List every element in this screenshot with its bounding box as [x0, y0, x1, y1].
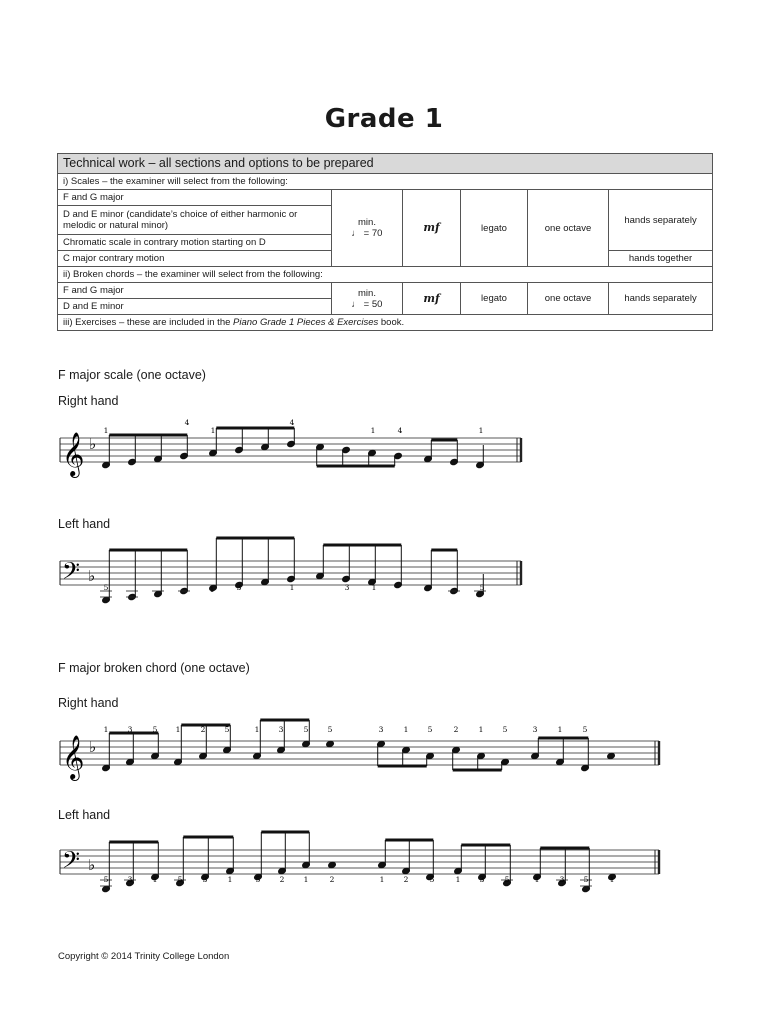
- hands-separately-cell: hands separately: [609, 190, 713, 251]
- fingering-number: 2: [279, 875, 285, 884]
- fingering-number: 5: [583, 875, 589, 884]
- fingering-number: 5: [429, 875, 435, 884]
- fingering-number: 4: [289, 418, 295, 427]
- fingering-number: 1: [289, 583, 295, 592]
- fingering-number: 5: [427, 725, 433, 734]
- chord-lh-label: Left hand: [58, 808, 111, 822]
- fingering-number: 5: [479, 583, 485, 592]
- fingering-number: 2: [200, 725, 206, 734]
- fingering-number: 1: [175, 725, 181, 734]
- scales-articulation: legato: [461, 190, 528, 267]
- dynamic-mark: mf: [423, 291, 440, 305]
- fingering-number: 3: [127, 875, 133, 884]
- fingering-number: 5: [103, 875, 109, 884]
- fingering-number: 1: [370, 426, 376, 435]
- chord-rh-label: Right hand: [58, 696, 119, 710]
- fingering-number: 2: [329, 875, 335, 884]
- scale-rh-label: Right hand: [58, 394, 119, 408]
- exercises-suffix: book.: [378, 317, 405, 328]
- fingering-number: 1: [609, 875, 615, 884]
- fingering-number: 5: [103, 583, 109, 592]
- tempo-label: min.: [358, 287, 376, 299]
- fingering-number: 1: [478, 725, 484, 734]
- chord-title: F major broken chord (one octave): [58, 661, 250, 675]
- fingering-number: 1: [371, 583, 377, 592]
- fingering-number: 3: [378, 725, 384, 734]
- fingering-number: 1: [303, 875, 309, 884]
- tempo-label: min.: [358, 217, 376, 228]
- fingering-number: 3: [127, 725, 133, 734]
- chords-articulation: legato: [461, 283, 528, 315]
- scale-title: F major scale (one octave): [58, 368, 206, 382]
- fingering-number: 3: [202, 875, 208, 884]
- exercises-prefix: iii) Exercises – these are included in the: [63, 317, 234, 328]
- treble-clef: 𝄞: [62, 735, 85, 779]
- fingering-number: 1: [379, 875, 385, 884]
- fingering-number: 5: [177, 875, 183, 884]
- notehead: [607, 752, 616, 759]
- chords-hands-cell: hands separately: [609, 283, 713, 315]
- page-title: Grade 1: [324, 104, 444, 134]
- copyright: Copyright © 2014 Trinity College London: [58, 951, 230, 962]
- fingering-number: 3: [559, 875, 565, 884]
- fingering-number: 1: [403, 725, 409, 734]
- fingering-number: 5: [255, 875, 261, 884]
- flat-key-signature: ♭: [89, 435, 97, 453]
- fingering-number: 1: [227, 875, 233, 884]
- chords-range: one octave: [528, 283, 609, 315]
- fingering-number: 5: [303, 725, 309, 734]
- scale-row: D and E minor (candidate’s choice of either harmonic or melodic or natural minor): [58, 206, 332, 235]
- scales-heading: i) Scales – the examiner will select from the following:: [58, 174, 713, 190]
- scale-row: C major contrary motion: [58, 251, 332, 267]
- fingering-number: 1: [534, 875, 540, 884]
- bass-clef: 𝄢: [62, 557, 81, 590]
- notehead: [326, 740, 335, 747]
- fingering-number: 1: [209, 585, 215, 594]
- table-header: Technical work – all sections and options to be prepared: [58, 154, 713, 174]
- flat-key-signature: ♭: [89, 738, 97, 756]
- fingering-number: 2: [453, 725, 459, 734]
- chord-row: F and G major: [58, 283, 332, 299]
- hands-together-cell: hands together: [609, 251, 713, 267]
- scale-lh-label: Left hand: [58, 517, 111, 531]
- fingering-number: 5: [224, 725, 230, 734]
- flat-key-signature: ♭: [88, 567, 96, 585]
- fingering-number: 5: [327, 725, 333, 734]
- fingering-number: 2: [403, 875, 409, 884]
- fingering-number: 1: [210, 426, 216, 435]
- fingering-number: 5: [582, 725, 588, 734]
- fingering-number: 1: [103, 725, 109, 734]
- scale-row: F and G major: [58, 190, 332, 206]
- bass-clef: 𝄢: [62, 846, 81, 879]
- fingering-number: 5: [502, 725, 508, 734]
- chord-row: D and E minor: [58, 299, 332, 315]
- tempo-value: ♩ = 50: [351, 298, 383, 310]
- notehead: [328, 861, 337, 868]
- scale-row: Chromatic scale in contrary motion starting on D: [58, 235, 332, 251]
- chords-heading: ii) Broken chords – the examiner will select from the following:: [58, 267, 713, 283]
- tempo-value: ♩ = 70: [351, 228, 383, 239]
- flat-key-signature: ♭: [88, 856, 96, 874]
- fingering-number: 3: [344, 583, 350, 592]
- scales-range: one octave: [528, 190, 609, 267]
- fingering-number: 1: [455, 875, 461, 884]
- fingering-number: 1: [478, 426, 484, 435]
- fingering-number: 3: [278, 725, 284, 734]
- fingering-number: 3: [236, 583, 242, 592]
- fingering-number: 1: [103, 426, 109, 435]
- fingering-number: 4: [184, 418, 190, 427]
- fingering-number: 3: [479, 875, 485, 884]
- fingering-number: 1: [254, 725, 260, 734]
- treble-clef: 𝄞: [62, 432, 85, 476]
- dynamic-mark: mf: [423, 221, 440, 234]
- fingering-number: 1: [557, 725, 563, 734]
- fingering-number: 1: [152, 875, 158, 884]
- fingering-number: 5: [152, 725, 158, 734]
- fingering-number: 5: [504, 875, 510, 884]
- fingering-number: 3: [532, 725, 538, 734]
- exercises-book: Piano Grade 1 Pieces & Exercises: [233, 317, 379, 328]
- fingering-number: 4: [397, 426, 403, 435]
